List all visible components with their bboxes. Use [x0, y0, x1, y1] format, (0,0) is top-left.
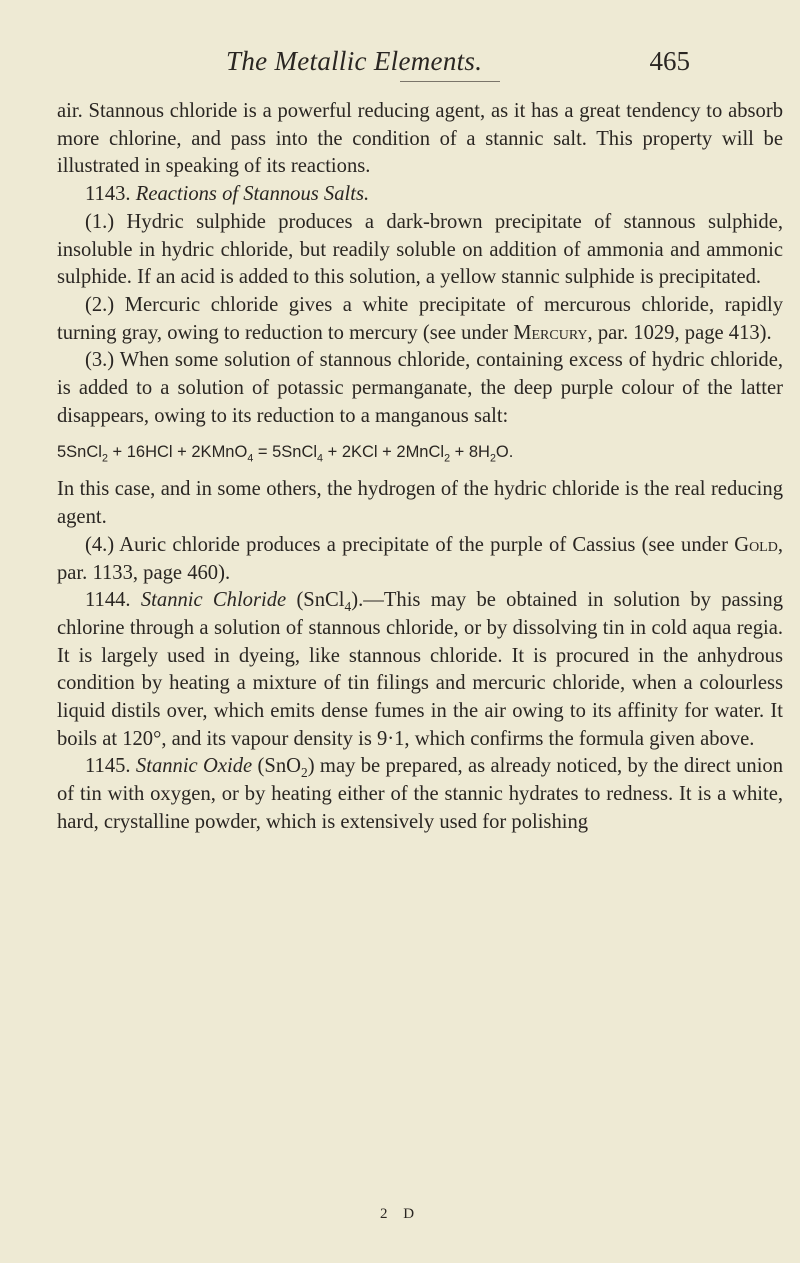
header-rule [400, 81, 500, 82]
section-number: 1145. [85, 755, 131, 778]
section-number: 1143. [85, 183, 131, 206]
section-title: Stannic Oxide [135, 755, 253, 778]
reaction-2: (2.) Mercuric chloride gives a white precipitate of mercurous chloride, rapidly turning gray, owing to reduction to mercury (see under Mercury, par. 1029, page 413). [57, 293, 783, 344]
body-text [57, 98, 783, 837]
cross-reference: Gold, [734, 533, 783, 556]
section-heading-1143 [57, 181, 783, 209]
paragraph-note: In this case, and in some others, the hydrogen of the hydric chloride is the real reducing agent. [57, 478, 783, 529]
running-title: The Metallic Elements. [226, 46, 483, 76]
section-1145: 1145. Stannic Oxide (SnO$_2$) may be prepared, as already noticed, by the direct union of tin with oxygen, or by heating either of the stannic hydrates to redness. It is a white, hard, crystalline powder, which is extensively used for polishing [57, 755, 784, 833]
section-1144: 1144. Stannic Chloride (SnCl$_4$).—This may be obtained in solution by passing chlorine through a solution of stannous chloride, or by dissolving tin in cold aqua regia. It is largely used in dyeing, like stannous chloride. It is procured in the anhydrous condition by heating a mixture of tin filings and mercuric chloride, when a colourless liquid distils over, which emits dense fumes in the air owing to its affinity for water. It boils at 120°, and its vapour density is 9·1, which confirms the formula given above. [57, 589, 783, 750]
reaction-4: (4.) Auric chloride produces a precipitate of the purple of Cassius (see under Gold, par. 1133, page 460). [57, 533, 783, 584]
section-title: Stannic Chloride [140, 589, 287, 612]
page-number: 465 [649, 46, 690, 76]
section-number: 1144. [85, 589, 131, 612]
cross-reference: Mercury, [513, 321, 593, 344]
paragraph-continuation: air. Stannous chloride is a powerful reducing agent, as it has a great tendency to absorb more chlorine, and pass into the condition of a stannic salt. This property will be illustrated in speaking of its reactions. [57, 100, 783, 178]
section-title: Reactions of Stannous Salts. [135, 183, 370, 206]
reaction-1: (1.) Hydric sulphide produces a dark-brown precipitate of stannous sulphide, insoluble in hydric chloride, but readily soluble on addition of ammonia and ammonic sulphide. If an acid is added to this solution, a yellow stannic sulphide is precipitated. [57, 210, 783, 289]
signature-mark: 2 D [379, 1206, 421, 1222]
reaction-3: (3.) When some solution of stannous chloride, containing excess of hydric chloride, is added to a solution of potassic permanganate, the deep purple colour of the latter disappears, owing to its reduction to a manganous salt: [57, 349, 783, 427]
chemical-equation: 5SnCl$_2$ + 16HCl + 2KMnO$_4$ = 5SnCl$_4$ + 2KCl + 2MnCl$_2$ + $8H_2O$. [57, 443, 514, 465]
